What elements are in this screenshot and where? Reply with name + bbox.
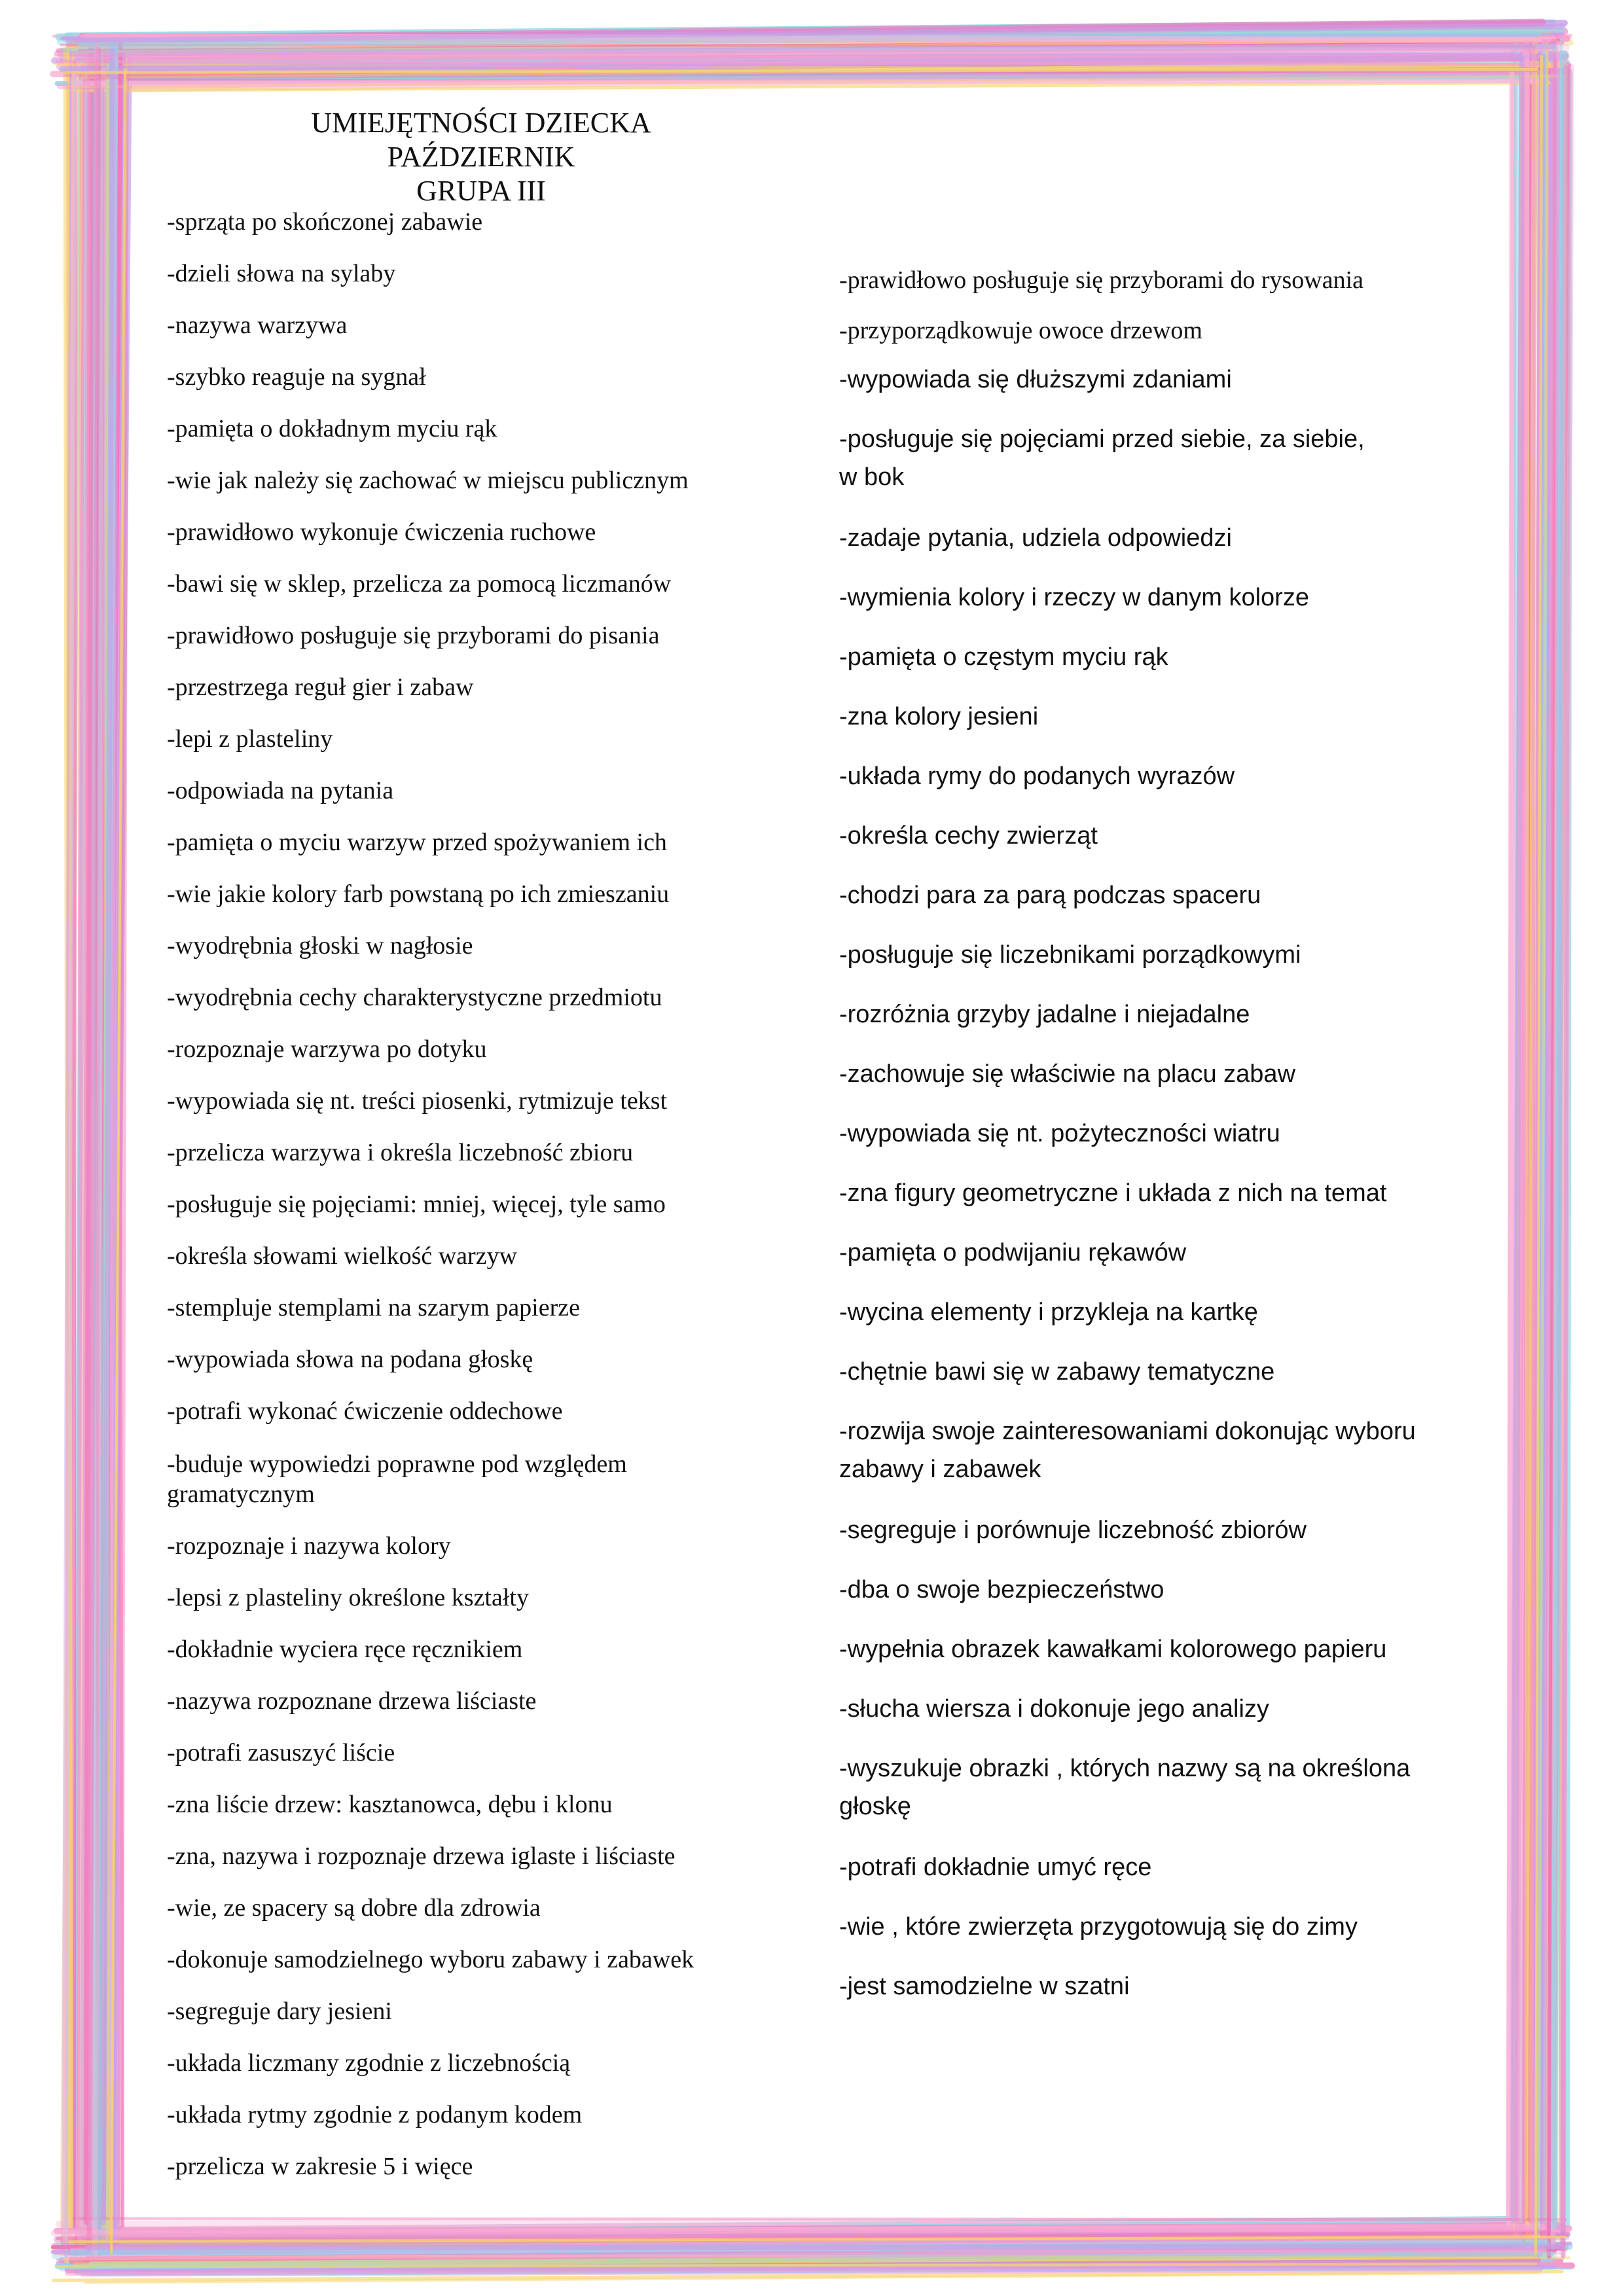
list-item: -buduje wypowiedzi poprawne pod względem (167, 1450, 627, 1478)
list-item: -zna liście drzew: kasztanowca, dębu i klonu (167, 1791, 613, 1818)
list-item: -pamięta o myciu warzyw przed spożywaniem ich (167, 829, 667, 856)
list-item: -nazywa warzywa (167, 312, 348, 339)
border-stroke (1563, 60, 1565, 2223)
list-item: -dokonuje samodzielnego wyboru zabawy i zabawek (167, 1946, 695, 1973)
list-item: -wypowiada się nt. treści piosenki, rytmizuje tekst (167, 1087, 668, 1115)
list-item: -rozróżnia grzyby jadalne i niejadalne (839, 1001, 1250, 1028)
list-item: -wie , które zwierzęta przygotowują się do zimy (839, 1913, 1358, 1941)
list-item: -posługuje się pojęciami: mniej, więcej, tyle samo (167, 1191, 666, 1218)
list-item: -układa rymy do podanych wyrazów (839, 762, 1235, 790)
title-line-3: GRUPA III (416, 175, 546, 207)
list-item: -pamięta o podwijaniu rękawów (839, 1239, 1187, 1266)
list-item: -zna kolory jesieni (839, 703, 1039, 730)
list-item: -wypowiada się nt. pożyteczności wiatru (839, 1120, 1280, 1147)
list-item: -rozwija swoje zainteresowaniami dokonując wyboru (839, 1418, 1416, 1445)
border-stroke (1509, 71, 1512, 2232)
list-item: -układa liczmany zgodnie z liczebnością (167, 2049, 571, 2077)
list-item: -wyodrębnia cechy charakterystyczne przedmiotu (167, 984, 662, 1011)
list-item: -wycina elementy i przykleja na kartkę (839, 1299, 1258, 1326)
title-line-1: UMIEJĘTNOŚCI DZIECKA (311, 107, 651, 139)
list-item: -zadaje pytania, udziela odpowiedzi (839, 524, 1232, 552)
list-item: -wypełnia obrazek kawałkami kolorowego papieru (839, 1636, 1387, 1663)
list-item: -rozpoznaje i nazywa kolory (167, 1532, 451, 1560)
list-item: -rozpoznaje warzywa po dotyku (167, 1035, 487, 1063)
list-item: -prawidłowo posługuje się przyborami do rysowania (839, 266, 1363, 294)
list-item-continuation: gramatycznym (167, 1480, 315, 1508)
list-item: -bawi się w sklep, przelicza za pomocą liczmanów (167, 570, 672, 598)
list-item: -sprząta po skończonej zabawie (167, 208, 483, 236)
list-item: -lepi z plasteliny (167, 725, 333, 753)
title-line-2: PAŹDZIERNIK (387, 141, 575, 173)
list-item: -wyodrębnia głoski w nagłosie (167, 932, 473, 960)
list-item: -prawidłowo wykonuje ćwiczenia ruchowe (167, 518, 596, 546)
list-item-continuation: głoskę (839, 1793, 911, 1820)
list-item: -zachowuje się właściwie na placu zabaw (839, 1060, 1296, 1088)
list-item: -segreguje i porównuje liczebność zbiorów (839, 1516, 1307, 1544)
list-item: -przelicza w zakresie 5 i więce (167, 2153, 473, 2180)
list-item: -układa rytmy zgodnie z podanym kodem (167, 2101, 583, 2128)
list-item: -wypowiada słowa na podana głoskę (167, 1346, 533, 1373)
list-item: -lepsi z plasteliny określone kształty (167, 1584, 529, 1611)
list-item: -potrafi wykonać ćwiczenie oddechowe (167, 1397, 563, 1425)
list-item: -wie jak należy się zachować w miejscu publicznym (167, 467, 689, 494)
list-item: -dzieli słowa na sylaby (167, 260, 396, 287)
list-item: -odpowiada na pytania (167, 777, 394, 804)
list-item: -zna, nazywa i rozpoznaje drzewa iglaste i liściaste (167, 1842, 676, 1870)
list-item: -przelicza warzywa i określa liczebność zbioru (167, 1139, 634, 1166)
border-stroke (74, 2219, 1566, 2220)
list-item: -dba o swoje bezpieczeństwo (839, 1576, 1164, 1604)
list-item: -przyporządkowuje owoce drzewom (839, 317, 1202, 344)
list-item: -prawidłowo posługuje się przyborami do pisania (167, 622, 660, 649)
list-item: -segreguje dary jesieni (167, 1998, 392, 2025)
list-item: -wyszukuje obrazki , których nazwy są na określona (839, 1755, 1411, 1782)
list-item: -potrafi zasuszyć liście (167, 1739, 395, 1767)
list-item: -przestrzega reguł gier i zabaw (167, 673, 474, 701)
list-item: -stempluje stemplami na szarym papierze (167, 1294, 580, 1321)
list-item: -wymienia kolory i rzeczy w danym kolorze (839, 584, 1309, 611)
list-item: -potrafi dokładnie umyć ręce (839, 1854, 1152, 1881)
list-item: -pamięta o dokładnym myciu rąk (167, 415, 497, 442)
list-item: -nazywa rozpoznane drzewa liściaste (167, 1687, 537, 1715)
page-title (157, 106, 805, 208)
list-item-continuation: zabawy i zabawek (839, 1456, 1041, 1483)
list-item: -wie jakie kolory farb powstaną po ich zmieszaniu (167, 880, 670, 908)
list-item: -dokładnie wyciera ręce ręcznikiem (167, 1636, 523, 1663)
list-item: -jest samodzielne w szatni (839, 1973, 1130, 2000)
list-item: -zna figury geometryczne i układa z nich na temat (839, 1179, 1387, 1207)
border-stroke (1532, 48, 1534, 2251)
list-item: -posługuje się liczebnikami porządkowymi (839, 941, 1301, 969)
list-item-continuation: w bok (839, 463, 905, 491)
list-item: -wypowiada się dłuższymi zdaniami (839, 366, 1232, 393)
list-item: -wie, ze spacery są dobre dla zdrowia (167, 1894, 541, 1922)
list-item: -pamięta o częstym myciu rąk (839, 643, 1168, 671)
list-item: -posługuje się pojęciami przed siebie, za siebie, (839, 425, 1365, 453)
list-item: -określa cechy zwierząt (839, 822, 1098, 850)
list-item: -określa słowami wielkość warzyw (167, 1242, 518, 1270)
list-item: -słucha wiersza i dokonuje jego analizy (839, 1695, 1269, 1723)
list-item: -chodzi para za parą podczas spaceru (839, 882, 1261, 909)
list-item: -szybko reaguje na sygnał (167, 363, 426, 391)
border-stroke (87, 2247, 1561, 2248)
list-item: -chętnie bawi się w zabawy tematyczne (839, 1358, 1275, 1386)
